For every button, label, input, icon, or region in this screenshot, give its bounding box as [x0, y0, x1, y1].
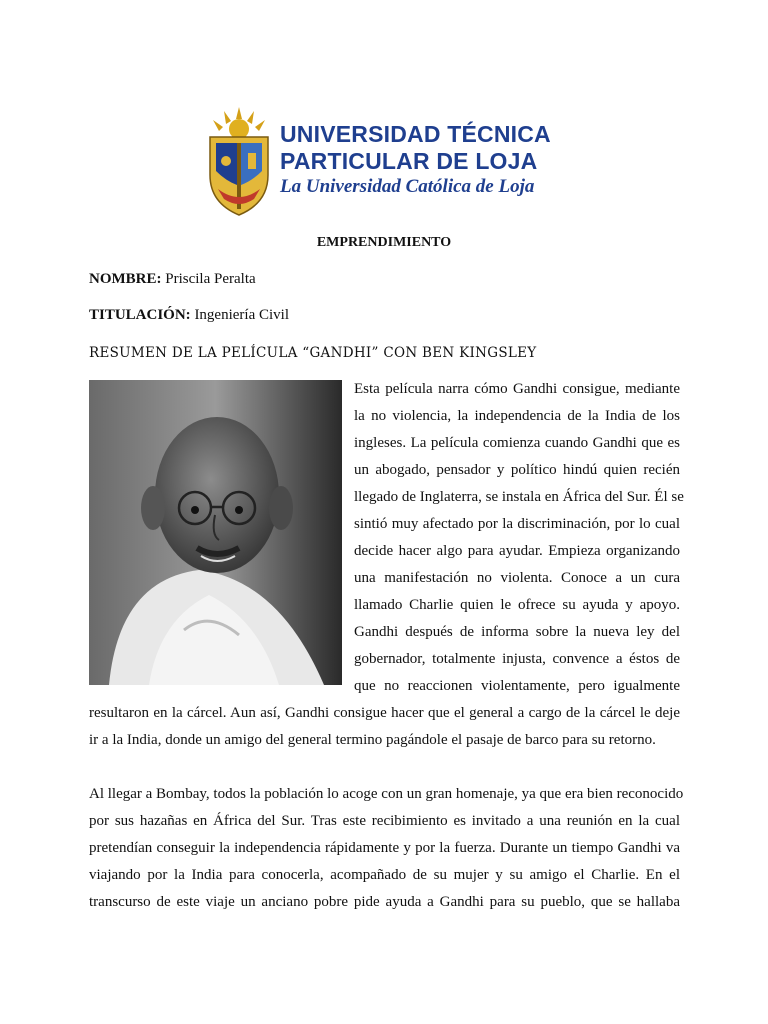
- text-line: Gandhi después de informa sobre la nueva ley del: [354, 624, 680, 640]
- text-line: llamado Charlie quien le ofrece su ayuda y apoyo.: [354, 597, 680, 613]
- text-line: que no reaccionen violentamente, pero igualmente: [354, 678, 680, 694]
- logo-title-line2: PARTICULAR DE LOJA: [280, 148, 538, 174]
- logo-title-line1: UNIVERSIDAD TÉCNICA: [280, 121, 551, 147]
- document-heading: EMPRENDIMIENTO: [316, 235, 452, 250]
- text-line: llegado de Inglaterra, se instala en África del Sur. Él se: [354, 489, 684, 505]
- summary-paragraph-2: [89, 781, 684, 916]
- text-line: pretendían conseguir la independencia rápidamente y por la fuerza. Durante un tiempo Gandhi va: [89, 840, 680, 856]
- summary-paragraph-1-full: [89, 700, 680, 754]
- text-line: ingleses. La película comienza cuando Gandhi que es: [354, 435, 680, 451]
- name-field: [89, 271, 256, 288]
- text-line: sintió muy afectado por la discriminación, por lo cual: [354, 516, 680, 532]
- name-value: Priscila Peralta: [165, 271, 256, 287]
- text-line: gobernador, totalmente injusta, convence a éstos de: [354, 651, 680, 667]
- summary-paragraph-1-side: [354, 376, 684, 700]
- text-line: un abogado, pensador y político hindú quien recién: [354, 462, 680, 478]
- text-line: ir a la India, donde un amigo del general termino pagándole el pasaje de barco para su retorno.: [89, 732, 656, 748]
- university-logo: [200, 105, 560, 217]
- summary-title: RESUMEN DE LA PELÍCULA “GANDHI” CON BEN KINGSLEY: [89, 345, 537, 361]
- text-line: resultaron en la cárcel. Aun así, Gandhi consigue hacer que el general a cargo de la cárcel le deje: [89, 705, 680, 721]
- text-line: una manifestación no violenta. Conoce a un cura: [354, 570, 680, 586]
- text-line: Esta película narra cómo Gandhi consigue, mediante: [354, 381, 680, 397]
- degree-value: Ingeniería Civil: [194, 307, 289, 323]
- university-crest-icon: [204, 105, 274, 217]
- text-line: Al llegar a Bombay, todos la población lo acoge con un gran homenaje, ya que era bien reconocido: [89, 786, 684, 802]
- logo-tagline: La Universidad Católica de Loja: [280, 176, 535, 197]
- portrait-image-icon: [89, 380, 342, 685]
- text-line: transcurso de este viaje un anciano pobre pide ayuda a Gandhi para su pueblo, que se hallaba: [89, 894, 680, 910]
- text-line: por sus hazañas en África del Sur. Tras este recibimiento es invitado a una reunión en la cual: [89, 813, 680, 829]
- text-line: la no violencia, la independencia de la India de los: [354, 408, 680, 424]
- text-line: viajando por la India para conocerla, acompañado de su mujer y su amigo el Charlie. En el: [89, 867, 680, 883]
- degree-field: [89, 307, 289, 324]
- text-line: decide hacer algo para ayudar. Empieza organizando: [354, 543, 680, 559]
- degree-label: TITULACIÓN:: [89, 307, 191, 323]
- name-label: NOMBRE:: [89, 271, 162, 287]
- gandhi-photo: [89, 380, 342, 685]
